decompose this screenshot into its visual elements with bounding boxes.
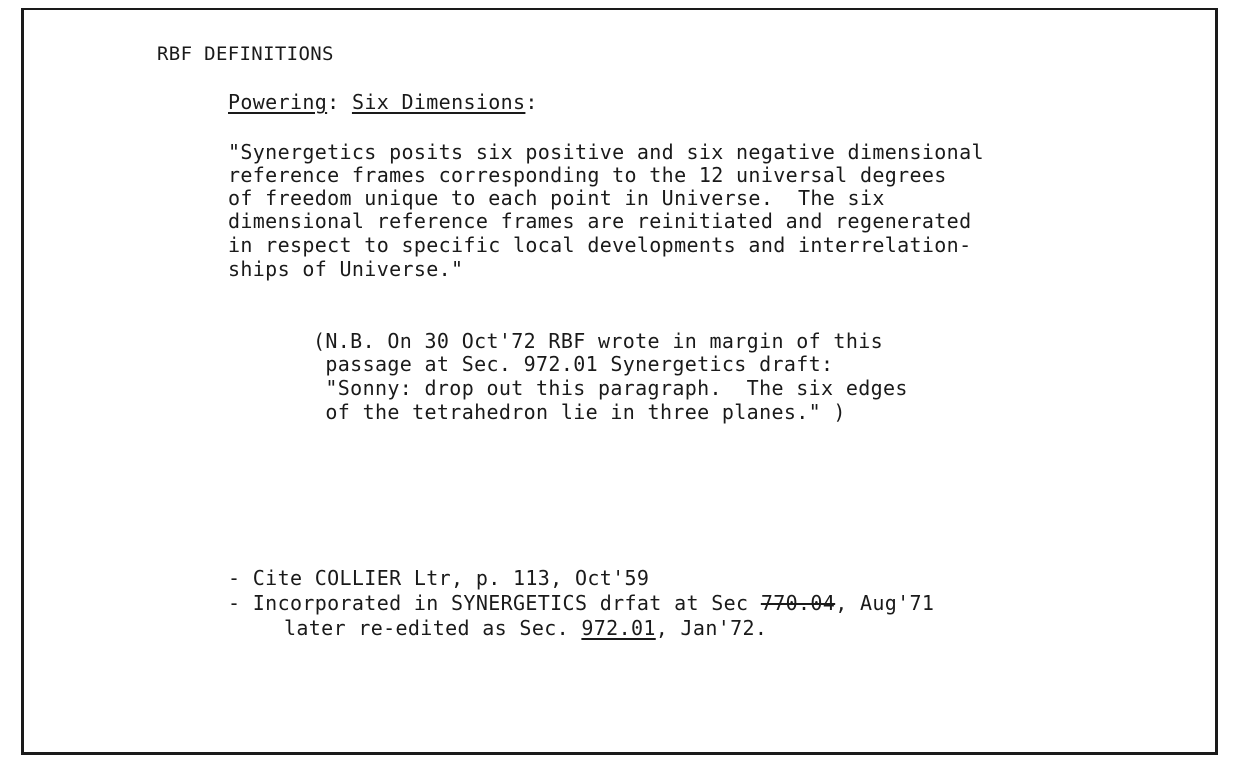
citation-line [284, 617, 767, 641]
struck-section: 770.04 [760, 591, 836, 615]
citation-line: - Cite COLLIER Ltr, p. 113, Oct'59 [228, 566, 650, 590]
section-number: 972.01 [581, 616, 656, 640]
subterm-label: Six Dimensions [351, 90, 526, 114]
term-separator: : [327, 90, 352, 114]
citation-suffix: , Aug'71 [835, 591, 935, 615]
definition-heading [228, 91, 538, 115]
quote-line: in respect to specific local developments and interrelation- [228, 233, 972, 257]
heading-tail: : [525, 90, 538, 114]
term-label: Powering [228, 90, 328, 114]
citation-line [228, 592, 934, 616]
note-line: of the tetrahedron lie in three planes." ) [313, 400, 846, 424]
note-line: passage at Sec. 972.01 Synergetics draft: [313, 352, 834, 376]
quote-line: of freedom unique to each point in Universe. The six [228, 186, 885, 210]
quote-line: reference frames corresponding to the 12 universal degrees [228, 163, 947, 187]
citation-prefix: - Incorporated in SYNERGETICS drfat at Sec [228, 591, 761, 615]
document-title: RBF DEFINITIONS [157, 43, 334, 65]
quote-line: dimensional reference frames are reinitiated and regenerated [228, 209, 972, 233]
citation-suffix: , Jan'72. [655, 616, 768, 640]
quote-line: "Synergetics posits six positive and six negative dimensional [228, 140, 984, 164]
note-line: "Sonny: drop out this paragraph. The six edges [313, 376, 908, 400]
quote-line: ships of Universe." [228, 257, 464, 281]
note-line: (N.B. On 30 Oct'72 RBF wrote in margin of this [313, 329, 883, 353]
citation-prefix: later re-edited as Sec. [284, 616, 582, 640]
